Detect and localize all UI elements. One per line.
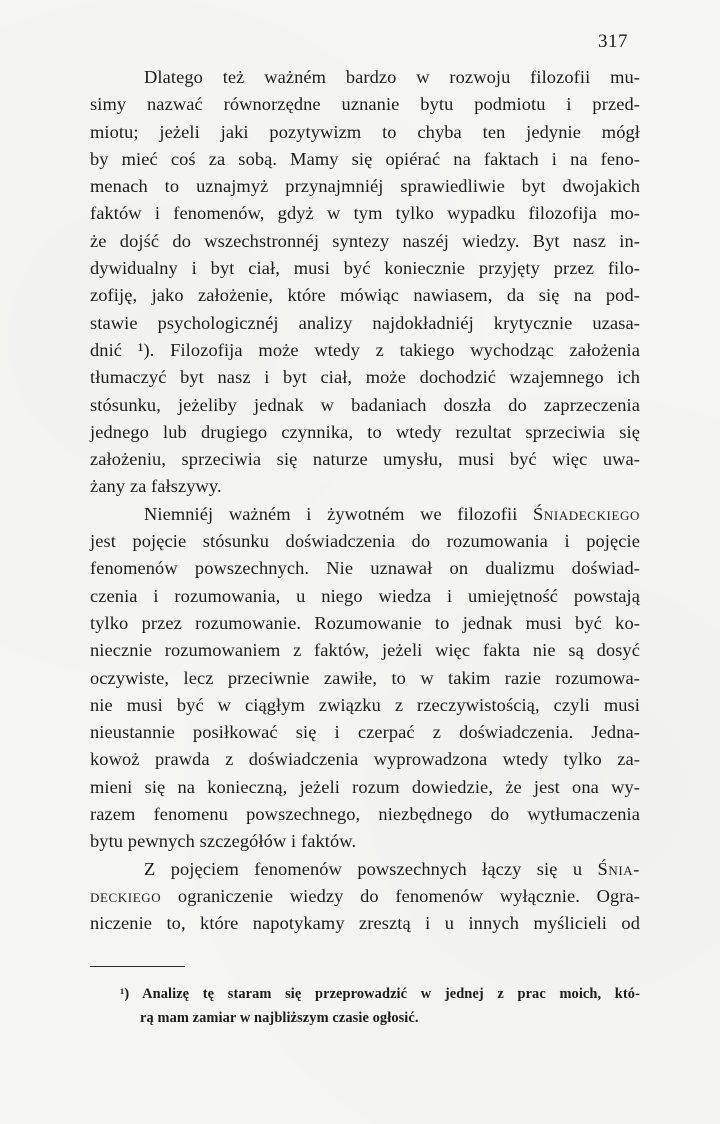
text-line: tłumaczyć byt nasz i byt ciał, może dochodzić wzajemnego ich (90, 367, 640, 388)
text-line: stawie psychologicznéj analizy najdokładniéj krytycznie uzasa- (90, 312, 640, 333)
text-fragment: ograniczenie wiedzy do fenomenów wyłącznie. Ogra- (161, 885, 640, 906)
text-line: założeniu, sprzeciwia się naturze umysłu, musi być więc uwa- (90, 449, 640, 470)
text-line (90, 856, 640, 883)
text-line: mieni się na konieczną, jeżeli rozum dowiedzie, że jest ona wy- (90, 776, 640, 797)
text-line: Dlatego też ważném bardzo w rozwoju filozofii mu- (144, 67, 640, 87)
footnote (90, 982, 640, 1030)
text-line: nieustannie posiłkować się i czerpać z doświadczenia. Jedna- (90, 722, 640, 743)
text-line: jest pojęcie stósunku doświadczenia do rozumowania i pojęcie (90, 531, 640, 552)
footnote-divider (90, 966, 185, 967)
text-fragment: Z pojęciem fenomenów powszechnych łączy się u (144, 858, 598, 879)
text-line: niczenie to, które napotykamy zresztą i u innych myślicieli od (90, 913, 640, 934)
text-line: stósunku, jeżeliby jednak w badaniach doszła do zaprzeczenia (90, 394, 640, 415)
text-line: zofiję, jako założenie, które mówiąc nawiasem, da się na pod- (90, 285, 640, 306)
text-line: faktów i fenomenów, gdyż w tym tylko wypadku filozofija mo- (90, 203, 640, 224)
author-name: Śniadeckiego (533, 503, 640, 524)
text-line: simy nazwać równorzędne uznanie bytu podmiotu i przed- (90, 94, 640, 115)
text-line (90, 501, 640, 528)
text-line: bytu pewnych szczegółów i faktów. (90, 831, 357, 852)
text-line: razem fenomenu powszechnego, niezbędnego do wytłumaczenia (90, 804, 640, 825)
text-line: miotu; jeżeli jaki pozytywizm to chyba ten jedynie mógł (90, 121, 640, 142)
text-line: fenomenów powszechnych. Nie uznawał on dualizmu doświad- (90, 558, 640, 579)
text-fragment: Niemniéj ważném i żywotném we filozofii (144, 503, 534, 524)
page-number: 317 (598, 31, 628, 52)
footnote-line: rą mam zamiar w najbliższym czasie ogłosić. (140, 1010, 419, 1026)
text-line: dnić ¹). Filozofija może wtedy z takiego wychodząc założenia (90, 339, 640, 360)
text-line: żany za fałszywy. (90, 476, 222, 497)
text-line: kowoż prawda z doświadczenia wyprowadzona wtedy tylko za- (90, 749, 640, 770)
text-line: niecznie rozumowaniem z faktów, jeżeli więc fakta nie są dosyć (90, 640, 640, 661)
text-line: dywidualny i byt ciał, musi być koniecznie przyjęty przez filo- (90, 258, 640, 279)
author-name: Śnia- (597, 858, 640, 879)
text-line: że dojść do wszechstronnéj syntezy naszéj wiedzy. Byt nasz in- (90, 230, 640, 251)
author-name: deckiego (90, 885, 162, 906)
text-line: oczywiste, lecz przeciwnie zawiłe, to w takim razie rozumowa- (90, 667, 640, 688)
body-text (90, 64, 640, 938)
text-line: nie musi być w ciągłym związku z rzeczywistością, czyli musi (90, 694, 640, 715)
text-line: by mieć coś za sobą. Mamy się opiérać na faktach i na feno- (90, 148, 640, 169)
footnote-line: ¹) Analizę tę staram się przeprowadzić w jednej z prac moich, któ- (120, 986, 640, 1002)
text-line (90, 883, 640, 910)
text-line: jednego lub drugiego czynnika, to wtedy rezultat sprzeciwia się (90, 421, 640, 442)
text-line: tylko przez rozumowanie. Rozumowanie to jednak musi być ko- (90, 612, 640, 633)
text-line: menach to uznajmyż przynajmniéj sprawiedliwie byt dwojakich (90, 176, 640, 197)
text-line: czenia i rozumowania, u niego wiedza i umiejętność powstają (90, 585, 640, 606)
